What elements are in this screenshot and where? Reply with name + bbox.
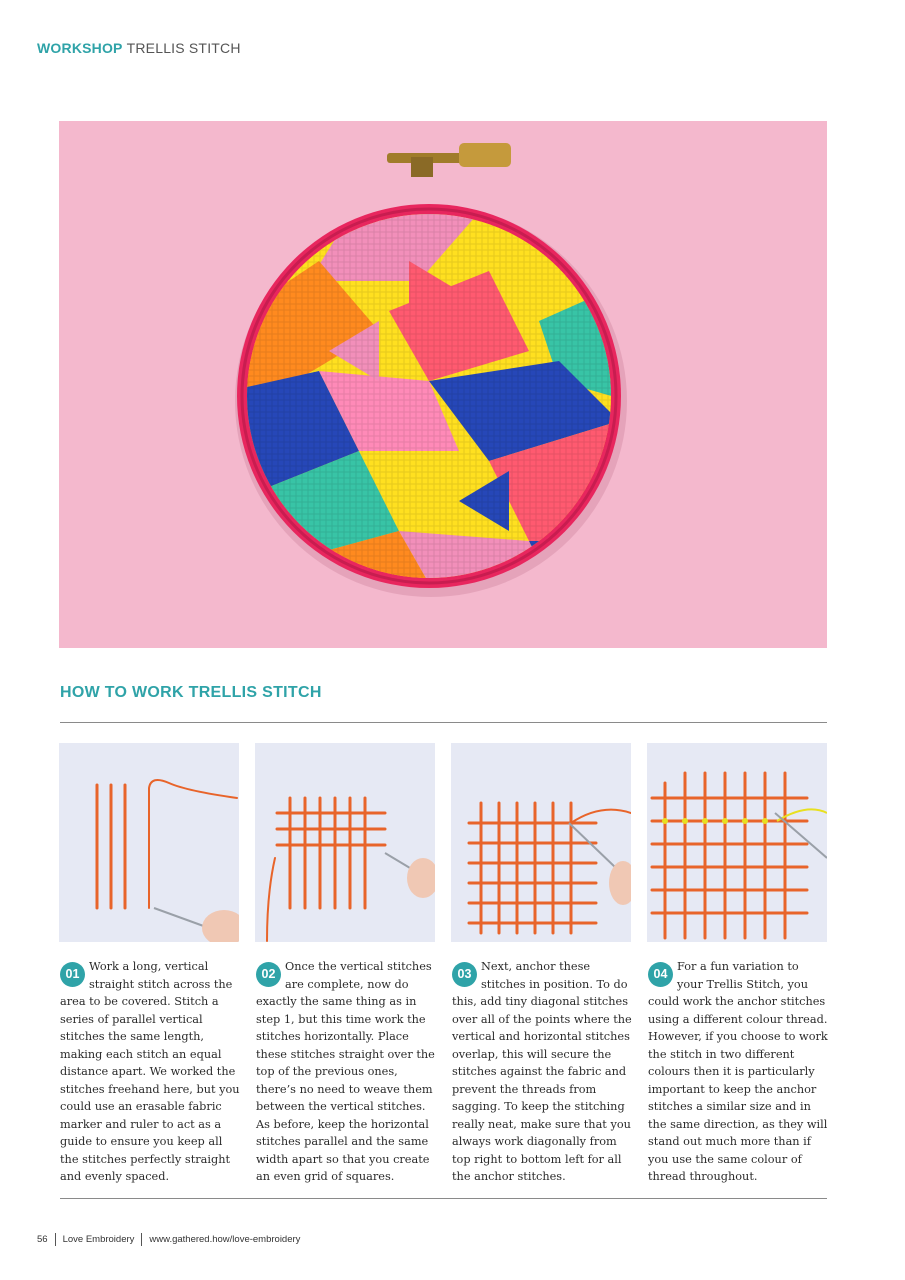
page-header — [37, 40, 241, 56]
article-title: TRELLIS STITCH — [126, 40, 241, 56]
step-02 — [256, 958, 436, 1186]
step-description: Next, anchor these stitches in position. To do this, add tiny diagonal stitches over all of the points where the vertical and horizontal stitches overlap, this will secure the stitches against the fabric and prevent the threads from sagging. To keep the stitching really neat, make sure that you always work diagonally from top right to bottom left for all the anchor stitches. — [452, 960, 632, 1183]
step-04 — [648, 958, 828, 1186]
section-kicker: WORKSHOP — [37, 40, 123, 56]
footer-separator — [55, 1233, 56, 1246]
step-number-badge: 03 — [452, 962, 477, 987]
step-description: For a fun variation to your Trellis Stitch, you could work the anchor stitches using a different colour thread. However, if you choose to work the stitch in two different colours then it is particularly important to keep the anchor stitches a similar size and in the same direction, as they will stand out much more than if you use the same colour of thread throughout. — [648, 960, 828, 1183]
page-number: 56 — [37, 1234, 48, 1246]
divider-top — [60, 722, 827, 723]
step-number-badge: 02 — [256, 962, 281, 987]
step-01-photo — [59, 743, 239, 942]
step-description: Once the vertical stitches are complete, now do exactly the same thing as in step 1, but this time work the stitches horizontally. Place these stitches straight over the top of the previous ones, there’s no need to weave them between the vertical stitches. As before, keep the horizontal stitches parallel and the same width apart so that you create an even grid of squares. — [256, 960, 435, 1183]
divider-bottom — [60, 1198, 827, 1199]
magazine-name: Love Embroidery — [62, 1234, 135, 1246]
footer-url[interactable]: www.gathered.how/love-embroidery — [149, 1234, 301, 1246]
step-03-photo — [451, 743, 631, 942]
step-number-badge: 04 — [648, 962, 673, 987]
step-03 — [452, 958, 632, 1186]
step-02-photo — [255, 743, 435, 942]
hero-photo — [59, 121, 827, 648]
page-footer — [37, 1233, 300, 1246]
section-heading: HOW TO WORK TRELLIS STITCH — [60, 684, 322, 701]
step-number-badge: 01 — [60, 962, 85, 987]
step-04-photo — [647, 743, 827, 942]
step-01 — [60, 958, 240, 1186]
footer-separator — [141, 1233, 142, 1246]
step-description: Work a long, vertical straight stitch across the area to be covered. Stitch a series of parallel vertical stitches the same length, making each stitch an equal distance apart. We worked the stitches freehand here, but you could use an erasable fabric marker and ruler to act as a guide to ensure you keep all the stitches perfectly straight and evenly spaced. — [60, 960, 240, 1183]
